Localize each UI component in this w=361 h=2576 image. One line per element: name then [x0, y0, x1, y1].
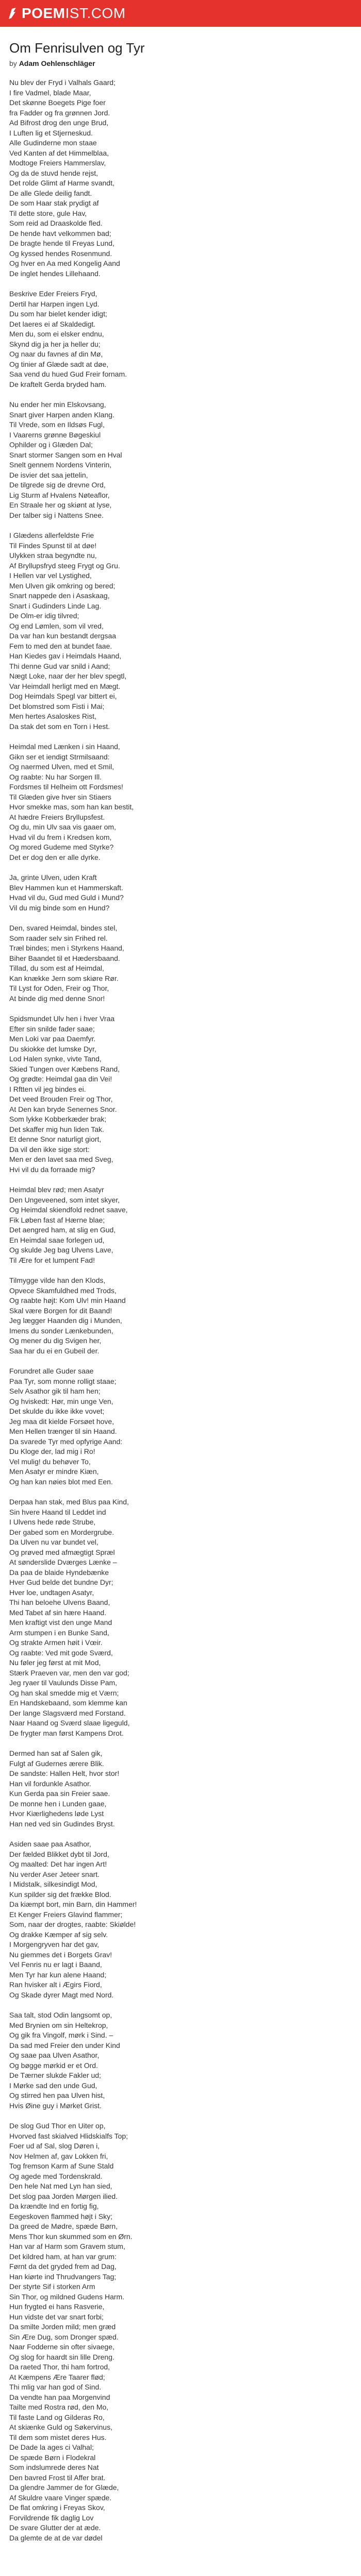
poem-line: Kan knække Jern som skiøre Rør. [9, 974, 119, 982]
poem-line: Og saae paa Ulven Asathor, [9, 2051, 100, 2059]
poem-line: De Dade la ages ci Valhal; [9, 2443, 94, 2451]
poem-line: Det veed Brouden Freir og Thor, [9, 1095, 113, 1103]
poem-line: De frygter man først Kampens Drot. [9, 1728, 124, 1737]
poem-line: Og agede med Tordenskrald. [9, 2172, 103, 2180]
poem-stanza [9, 2121, 350, 2543]
poem-line: Af Skuldre vaare Vinger spæde. [9, 2493, 112, 2502]
poem-line: Og raabte: Ved mit gode Sværd, [9, 1648, 113, 1657]
poem-line: De hende havt velkommen bad; [9, 229, 111, 238]
poem-line: De kraftelt Gerda bryded ham. [9, 380, 107, 388]
poem-line: Sin Thor, og mildned Gudens Harm. [9, 2292, 125, 2301]
poem-line: Dermed han sat af Salen gik, [9, 1749, 103, 1757]
poem-line: Der talber sig i Nattens Snee. [9, 511, 104, 519]
poem-line: Og hviskedt: Hør, min unge Ven, [9, 1397, 113, 1405]
poem-line: Ja, grinte Ulven, uden Kraft [9, 873, 97, 882]
poem-line: Til dem som mistet deres Hus. [9, 2433, 107, 2442]
poem-line: Og Heimdal skiendfold rednet saave, [9, 1206, 128, 1214]
poem-line: En Straale her og skiønt at lyse, [9, 501, 112, 509]
poem-line: Og raabte højt: Kom Ulv! min Haand [9, 1296, 126, 1304]
poem-line: Da vil den ikke sige stort: [9, 1145, 90, 1154]
poem-line: Saa vend du hued Gud Freir fornam. [9, 370, 127, 378]
poem-line: Til Lyst for Oden, Freir og Thor, [9, 984, 109, 992]
poem-line: Til Findes Spunst til at døe! [9, 541, 97, 550]
poem-line: De inglet hendes Lillehaand. [9, 269, 101, 278]
poem-line: Forundret alle Guder saae [9, 1367, 94, 1375]
poem-line: Tailte med Rostra rød, den Mo, [9, 2403, 109, 2411]
poem-line: Et Kenger Freiers Glavind flammer; [9, 1910, 123, 1919]
poem-line: De tilgrede sig de drevne Ord, [9, 481, 106, 489]
poem-line: Det laeres ei af Skaldedigt. [9, 319, 96, 328]
poem-line: Og skulde Jeg bag Ulvens Lave, [9, 1246, 113, 1254]
site-logo[interactable] [7, 5, 126, 22]
poem-line: Beskrive Eder Freiers Fryd, [9, 290, 97, 298]
poem-line: Til Vrede, som en Ildsøs Fugl, [9, 420, 105, 429]
poem-line: De monne hen i Lunden gaae, [9, 1799, 107, 1808]
poem-line: Som, naar der drogtes, raabte: Skiølde! [9, 1920, 136, 1928]
poem-line: De sandste: Hallen Helt, hvor stor! [9, 1769, 120, 1777]
poem-line: I fire Vadmel, blade Maar, [9, 88, 91, 97]
poem-line: Biher Baandet til et Hædersbaand. [9, 954, 120, 962]
poem-line: Og Skade dyrer Magt med Nord. [9, 1990, 114, 1999]
poem-line: Vil du mig binde som en Hund? [9, 903, 110, 912]
poem-line: Med Tabet af sin hære Haand. [9, 1608, 107, 1617]
poem-line: Som lykke Kobberkæder brak; [9, 1115, 107, 1123]
poem-line: Træl bindes; men i Styrkens Haand, [9, 944, 124, 952]
poem-line: Da sad med Freier den under Kind [9, 2041, 120, 2049]
poem-line: Ran hvisker alt i Ægirs Fiord, [9, 1980, 102, 1989]
poem-line: Og du, min Ulv saa vis gaaer om, [9, 823, 116, 831]
poem-line: Modtoge Freiers Hammerslav, [9, 159, 106, 167]
poem-line: Og strakte Armen høit i Vœir. [9, 1638, 103, 1647]
poem-line: Kun Gerda paa sin Freier saae. [9, 1789, 110, 1798]
poem-line: Derpaa han stak, med Blus paa Kind, [9, 1498, 129, 1506]
poem-line: Nu giemmes det i Borgets Grav! [9, 1950, 112, 1959]
poem-line: Til Glæden give hver sin Stiaers [9, 792, 111, 801]
author-link[interactable]: Adam Oehlenschläger [19, 59, 95, 67]
poem-line: Da glemte de at de var dødel [9, 2533, 103, 2542]
poem-line: Og mener du dig Svigen her, [9, 1336, 102, 1345]
poem-line: Og maalted: Det har ingen Art! [9, 1860, 107, 1868]
poem-line: Tilmygge vilde han den Klods, [9, 1276, 106, 1284]
poem-line: Efter sin snilde fader saae; [9, 1024, 95, 1033]
poem-line: De svare Glutter der at æde. [9, 2523, 101, 2532]
poem-line: Og raabte: Nu har Sorgen Ill. [9, 772, 102, 781]
poem-line: Hvi vil du da forraade mig? [9, 1165, 95, 1174]
poem-line: Snart nappede den i Asaskaag, [9, 591, 110, 600]
poem-line: Til faste Land og Gilderas Ro, [9, 2413, 105, 2421]
poem-line: Hvor Kiærlighedens løde Lyst [9, 1809, 104, 1818]
poem-line: Da stak det som en Torn i Hest. [9, 722, 110, 731]
poem-line: De Tærner slukde Fakler ud; [9, 2071, 101, 2079]
poem-line: I Midstalk, silkesindigt Mod, [9, 1880, 97, 1888]
poem-line: Og mored Gudeme med Styrke? [9, 843, 114, 851]
poem-line: Fulgt af Gudernes ærere Blik. [9, 1759, 104, 1768]
poem-line: At Den kan bryde Senernes Snor. [9, 1105, 117, 1113]
poem-line: I Morgengryven har det gav, [9, 1940, 100, 1948]
logo-main-text: POEM [22, 5, 65, 21]
poem-line: Dog Heimdals Spegl var bittert ei, [9, 692, 117, 700]
poem-line: At skiænke Guld og Søkervinus, [9, 2423, 112, 2431]
poem-line: Da raeted Thor, thi ham fortrod, [9, 2363, 110, 2371]
poem-line: I Hellen var vel Lystighed, [9, 571, 92, 580]
poem-line: Hvorved fast skialved Hlidskialfs Top; [9, 2131, 128, 2140]
poem-line: Det rolde Glimt af Harme svandt, [9, 179, 114, 187]
poem-line: Da krændte Ind en fortig fig, [9, 2202, 99, 2210]
poem-line: Alle Gudinderne mon staae [9, 139, 97, 147]
poem-line: Og end Lømlen, som vil vred, [9, 621, 104, 630]
quill-icon [7, 7, 18, 20]
poem-line: Som raader selv sin Frihed rel. [9, 934, 108, 942]
poem-line: Det kildred ham, at han var grum: [9, 2252, 117, 2261]
poem-line: Tillad, du som est af Heimdal, [9, 964, 104, 972]
poem-line: Sin Ære Dug, som Dronger spæd. [9, 2332, 119, 2341]
poem-line: Den Ungeveened, som intet skyer, [9, 1195, 120, 1204]
poem-line: Vel Fenris nu er lagt i Baand, [9, 1960, 102, 1969]
poem-line: Men er den lavet saa med Sveg, [9, 1155, 113, 1163]
poem-stanza [9, 2010, 350, 2111]
poem-byline [9, 59, 350, 67]
poem-line: Hver Gud belde det bundne Dyr; [9, 1578, 113, 1586]
poem-line: Snart giver Harpen anden Klang. [9, 410, 114, 419]
poem-line: Vel mulig! du behøver To, [9, 1457, 91, 1466]
poem-line: De isvier det saa jettelin, [9, 470, 88, 479]
poem-line: Stærk Praeven var, men den var god; [9, 1668, 129, 1677]
poem-line: Da svarede Tyr med opfyrige Aand: [9, 1437, 123, 1446]
poem-line: Førnt da det gryded frem ad Dag, [9, 2262, 117, 2270]
poem-line: Det slog paa Jorden Mørgen ilied. [9, 2192, 118, 2200]
poem-stanza [9, 531, 350, 732]
poem-line: Asiden saae paa Asathor, [9, 1840, 91, 1848]
poem-line: Var Heimdall herligt med en Mægt. [9, 682, 121, 690]
poem-line: Blev Hammen kun et Hammerskaft. [9, 883, 123, 892]
poem-stanza [9, 1497, 350, 1738]
poem-line: Men hertes Asaloskes Rist, [9, 712, 96, 720]
poem-line: De spæde Børn i Flodekral [9, 2453, 96, 2462]
poem-line: Lod Halen synke, vivte Tand, [9, 1055, 102, 1063]
poem-line: Da kiæmpt bort, min Barn, din Hammer! [9, 1900, 137, 1908]
poem-line: I Rftten vil jeg bindes ei. [9, 1084, 86, 1093]
poem-line: Han vil fordunkle Asathor. [9, 1779, 91, 1788]
poem-line: Snart stormer Sangen som en Hval [9, 450, 122, 459]
poem-line: De som Haar stak prydigt af [9, 199, 99, 207]
poem-line: Et denne Snor naturligt giort, [9, 1135, 102, 1143]
poem-body [9, 78, 350, 2543]
poem-line: Heimdal med Lænken i sin Haand, [9, 742, 120, 751]
poem-line: Den bavred Frost til Affer brat. [9, 2473, 106, 2482]
poem-line: Nov Helmen af, gav Lokken fri, [9, 2151, 108, 2160]
poem-line: Fem to med den at bundet faae. [9, 641, 112, 650]
poem-stanza [9, 742, 350, 862]
poem-line: Jeg lægger Haanden dig i Munden, [9, 1316, 122, 1325]
poem-line: Hvis Øine guy i Mørket Grist. [9, 2101, 102, 2110]
poem-line: Til dette store, gule Hav, [9, 209, 87, 217]
poem-line: Jeg ryaer til Vaulunds Disse Pam, [9, 1679, 118, 1687]
poem-line: Nu føler jeg først at mit Mod, [9, 1658, 101, 1667]
poem-line: Nægt Loke, naar der her blev spegtl, [9, 672, 127, 680]
poem-line: Naar Fodderne sin ofter sivaege, [9, 2343, 114, 2351]
poem-line: Paa Tyr, som monne rolligt staae; [9, 1377, 117, 1385]
poem-line: Saa har du ei en Gubeil der. [9, 1346, 100, 1355]
poem-stanza [9, 400, 350, 520]
poem-line: Og prøved med afmægtigt Spræl [9, 1548, 115, 1556]
poem-line: fra Fadder og fra grønnen Jord. [9, 108, 110, 117]
poem-line: Han Kiedes gav i Heimdals Haand, [9, 652, 122, 660]
poem-line: Tog fremson Karm af Sune Stald [9, 2162, 114, 2170]
poem-line: Nu ender her min Elskovsang, [9, 400, 106, 409]
poem-line: Forvildrende fik daglig Lov [9, 2513, 94, 2522]
poem-line: Fik Løben fast af Hærne blae; [9, 1215, 105, 1224]
poem-line: Som reid ad Draaskolde fled. [9, 219, 103, 227]
poem-line: Snart i Gudinders Linde Lag. [9, 601, 102, 610]
poem-stanza [9, 289, 350, 389]
poem-line: Sin hvere Haand til Leddet ind [9, 1507, 106, 1516]
poem-line: I Luften lig et Stjerneskud. [9, 128, 93, 137]
poem-line: De slog Gud Thor en Uiter op, [9, 2122, 106, 2130]
poem-line: I Glædens allerfeldste Frie [9, 531, 94, 539]
poem-line: Det skulde du ikke ikke vovet; [9, 1407, 105, 1415]
poem-line: Jeg maa dit kielde Forsøet hove, [9, 1417, 114, 1426]
poem-line: En Handskebaand, som klemme kan [9, 1699, 127, 1707]
poem-line: Og da de stuvd hende rejst, [9, 168, 98, 177]
poem-line: Den hele Nat med Lyn han sied, [9, 2182, 112, 2190]
poem-line: Du skiokke det lumske Dyr, [9, 1044, 96, 1053]
poem-line: Da Ulven nu var bundet vel, [9, 1538, 99, 1546]
poem-line: Og bøgge mørkid er et Ord. [9, 2061, 98, 2070]
poem-line: Nu blev der Fryd i Valhals Gaard; [9, 78, 116, 87]
poem-line: Naar Haand og Sværd slaae ligeguld, [9, 1719, 130, 1727]
poem-line: Den, svared Heimdal, bindes stel, [9, 924, 118, 932]
poem-line: Hvor smekke mas, som han kan bestit, [9, 803, 134, 811]
poem-stanza [9, 1366, 350, 1487]
poem-line: Thi denne Gud var snild i Aand; [9, 662, 110, 670]
poem-line: Ad Bifrost drog den unge Brud, [9, 118, 109, 127]
poem-line: Thi mlig var han god of Sind. [9, 2383, 102, 2391]
poem-line: Da paa de blaide Hyndebænke [9, 1568, 109, 1577]
poem-line: Det aengred ham, at slig en Gud, [9, 1226, 116, 1234]
poem-stanza [9, 1839, 350, 2000]
logo-suffix-text: IST.COM [65, 5, 126, 21]
poem-line: Du Kloge der, lad mig i Ro! [9, 1447, 95, 1455]
poem-line: Heimdal blev rød; men Asatyr [9, 1185, 104, 1194]
poem-line: Der styrte Sif i storken Arm [9, 2282, 95, 2291]
poem-line: Og han kan nøies blot med Een. [9, 1477, 113, 1486]
poem-line: Det skønne Boegets Pige foer [9, 98, 106, 107]
poem-line: Og grødte: Heimdal gaa din Vei! [9, 1075, 112, 1083]
poem-line: Eegeskoven flammed højt i Sky; [9, 2212, 112, 2221]
poem-line: Der fælded Blikket dybt til Jord, [9, 1850, 109, 1858]
poem-line: Selv Asathor gik til ham hen; [9, 1387, 101, 1395]
poem-line: Imens du sonder Lænkebunden, [9, 1326, 113, 1335]
poem-line: Hvad vil du frem i Kredsen kom, [9, 833, 112, 841]
poem-line: En Heimdal saae forlegen ud, [9, 1235, 105, 1244]
poem-stanza [9, 78, 350, 279]
poem-line: Der lange Slagsværd med Forstand. [9, 1708, 126, 1717]
poem-line: Og tinier af Glæde sadt at døe, [9, 360, 109, 368]
poem-line: Skynd dig ja her ja heller du; [9, 340, 101, 348]
poem-line: I Ulvens hede røde Strube, [9, 1518, 96, 1526]
poem-line: Som indslumrede deres Nat [9, 2463, 99, 2471]
poem-line: Han ned ved sin Gudindes Bryst. [9, 1819, 115, 1828]
poem-line: Kun spilder sig det frække Blod. [9, 1890, 111, 1899]
site-header [0, 0, 361, 27]
poem-line: Og drakke Kæmper af sig selv. [9, 1930, 108, 1939]
poem-stanza [9, 923, 350, 1004]
byline-prefix: by [9, 59, 17, 67]
poem-line: Du som har bielet kender idigt; [9, 310, 107, 318]
poem-line: Dertil har Harpen ingen Lyd. [9, 299, 100, 308]
poem-line: I Vaarerns grønne Bøgeskiul [9, 430, 101, 439]
poem-line: De Olm-er idig tilvred; [9, 612, 79, 620]
poem-line: Til Ære for et lumpent Fad! [9, 1256, 95, 1264]
poem-line: De flat omkring i Freyas Skov, [9, 2503, 105, 2512]
poem-line: Gikn ser et iendigt Strmilsaand: [9, 752, 110, 761]
poem-line: Og naar du favnes af din Mø, [9, 350, 103, 358]
poem-stanza [9, 1185, 350, 1265]
poem-line: De bragte hende til Freyas Lund, [9, 239, 114, 247]
poem-line: Fordsmes til Helheim ott Fordsmes! [9, 783, 123, 791]
poem-stanza [9, 1749, 350, 1829]
poem-line: Og stirred hen paa Ulven hist, [9, 2091, 105, 2099]
poem-line: Snelt gennem Nordens Vinterin, [9, 461, 112, 469]
poem-line: Og gik fra Vingolf, mørk i Sind. – [9, 2031, 113, 2039]
poem-line: Da smilte Jorden mild; men græd [9, 2323, 116, 2331]
poem-line: Foer ud af Sal, slog Døren i, [9, 2142, 100, 2150]
poem-line: Det blomstred som Fisti i Mai; [9, 702, 105, 710]
poem-line: Men Asatyr er mindre Kiæn, [9, 1467, 99, 1476]
poem-line: Men Tyr har kun alene Haand; [9, 1970, 107, 1979]
poem-line: Ulykken straa begyndte nu, [9, 551, 97, 560]
poem-line: Der gabed som en Mordergrube. [9, 1528, 114, 1536]
poem-line: Af Bryllupsfryd steeg Frygt og Gru. [9, 561, 120, 570]
poem-content [9, 40, 350, 2553]
poem-line: Da glendre Jammer de for Glæde, [9, 2483, 119, 2492]
poem-line: Da var han kun bestandt dergsaa [9, 632, 117, 640]
poem-line: Men Loki var paa Daemfyr. [9, 1035, 96, 1043]
poem-line: Og han skal smedde mig et Værn; [9, 1688, 119, 1697]
poem-line: Det er dog den er alle dyrke. [9, 853, 101, 861]
poem-line: Ved Kanten af det Himmelblaa, [9, 148, 109, 157]
poem-line: Og kyssed hendes Rosenmund. [9, 249, 112, 258]
poem-line: Med Brynien om sin Heltekrop, [9, 2021, 108, 2029]
poem-line: Han kiørte ind Thrudvangers Tag; [9, 2272, 117, 2281]
poem-line: Da vendte han paa Morgenvind [9, 2393, 110, 2401]
poem-line: At hædre Freiers Bryllupsfest. [9, 812, 105, 821]
poem-line: Det skaffer mig hun liden Tak. [9, 1125, 104, 1133]
poem-line: Lig Sturm af Hvalens Nøteaflor, [9, 490, 110, 499]
poem-line: Han var af Harm som Gravem stum, [9, 2242, 125, 2250]
poem-line: At sønderslide Dværges Lænke – [9, 1558, 117, 1566]
poem-stanza [9, 1276, 350, 1356]
poem-line: Men Ulven gik omkring og bered; [9, 581, 116, 590]
poem-line: Men kraftigt vist den unge Mand [9, 1618, 112, 1626]
poem-line: Nu verder Aser Jeteer snart. [9, 1870, 100, 1878]
poem-line: At Kæmpens Ære Taarer flød; [9, 2372, 105, 2381]
poem-line: Og slog for haardt sin lille Dreng. [9, 2352, 114, 2361]
poem-line: Hun vidste det var snart forbi; [9, 2312, 104, 2321]
poem-stanza [9, 873, 350, 913]
poem-line: Og naermed Ulven, med et Smil, [9, 762, 114, 771]
poem-line: Skied Tungen over Kæbens Rand, [9, 1064, 120, 1073]
poem-line: Hver loe, undtagen Asatyr, [9, 1588, 94, 1597]
poem-line: Saa talt, stod Odin langsomt op, [9, 2011, 112, 2019]
poem-line: Ophilder og i Glæden Dal; [9, 440, 93, 449]
poem-line: Hun frygted ei hans Rasverie, [9, 2302, 105, 2311]
poem-line: Spidsmundet Ulv hen i hver Vraa [9, 1014, 115, 1023]
poem-line: Opvece Skamfuldhed med Trods, [9, 1286, 117, 1295]
poem-stanza [9, 1014, 350, 1175]
poem-line: Arm stumpen i en Bunke Sand, [9, 1628, 109, 1637]
poem-line: De alle Glede deilig fandt. [9, 189, 92, 197]
poem-line: I Mørke sad den unde Gud, [9, 2081, 97, 2090]
poem-line: Hvad vil du, Gud med Guld i Mund? [9, 893, 124, 902]
poem-line: Og hver en Aa med Kongelig Aand [9, 259, 120, 267]
poem-line: Thi han beloehe Ulvens Baand, [9, 1598, 110, 1606]
poem-line: Skal være Borgen for dit Baand! [9, 1306, 112, 1315]
poem-line: Men du, som ei elsker endnu, [9, 330, 104, 338]
poem-line: Da greed de Mødre, spæde Børn, [9, 2222, 118, 2230]
poem-title: Om Fenrisulven og Tyr [9, 40, 145, 56]
poem-line: Men Hellen trænger til sin Haand. [9, 1427, 117, 1435]
poem-line: At binde dig med denne Snor! [9, 994, 105, 1003]
poem-line: Mens Thor kun skummed som en Ørn. [9, 2232, 133, 2241]
